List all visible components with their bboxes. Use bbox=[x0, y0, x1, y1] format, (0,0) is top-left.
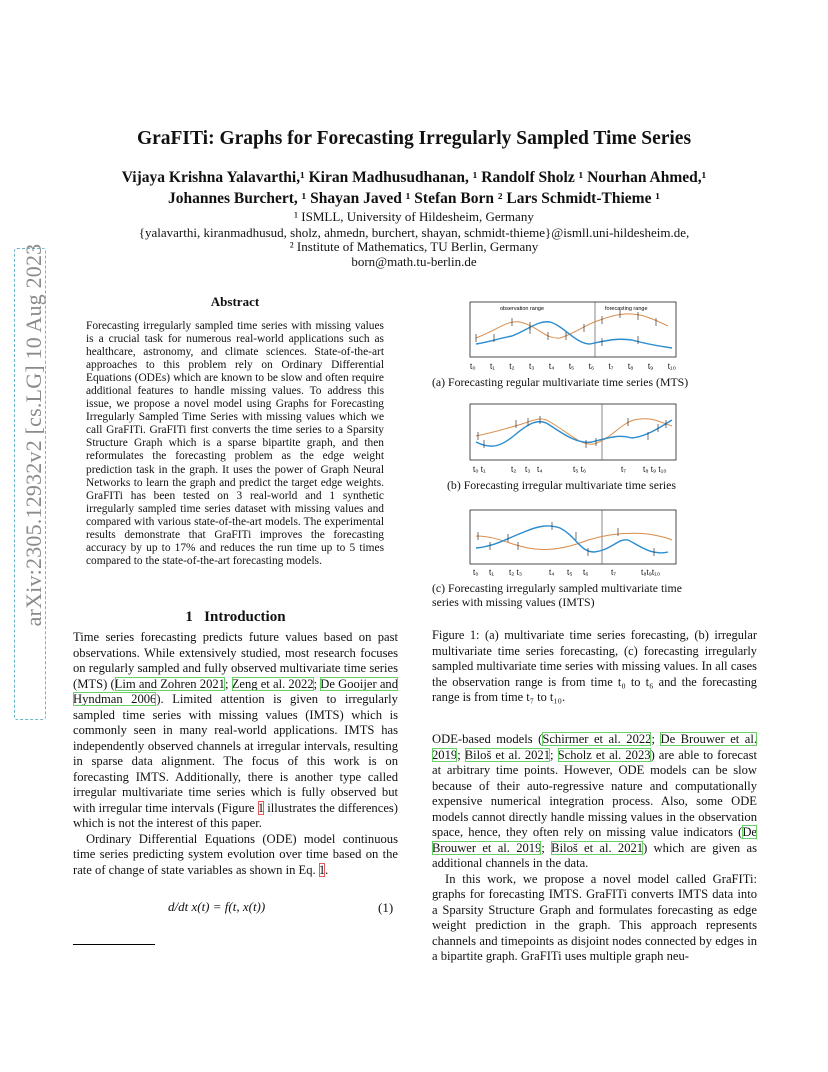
intro-paragraph-1 bbox=[73, 630, 398, 832]
section-number: 1 bbox=[185, 609, 193, 625]
citation-link[interactable]: Biloš et al. 2021 bbox=[551, 840, 644, 855]
affiliation-1: ¹ ISMLL, University of Hildesheim, Germany bbox=[294, 209, 534, 224]
equation-number: (1) bbox=[378, 900, 394, 915]
text-run: ; bbox=[313, 676, 321, 691]
citation-link[interactable]: Schirmer et al. 2022 bbox=[542, 732, 652, 746]
paper-title: GraFITi: Graphs for Forecasting Irregularly Sampled Time Series bbox=[136, 128, 692, 149]
figure-1c-ticks bbox=[473, 568, 677, 578]
text-run: ) which are given as additional channels in the data. bbox=[432, 840, 757, 870]
plot-frame bbox=[470, 404, 676, 460]
figure-1a-ticks bbox=[470, 362, 676, 371]
text-run: . bbox=[325, 862, 329, 877]
tick-label: t₁ bbox=[489, 362, 495, 371]
intro-paragraph-2 bbox=[73, 832, 398, 879]
tick-label: t₂ t₃ bbox=[509, 568, 523, 577]
fc-range-label: forecasting range bbox=[605, 306, 648, 312]
tick-label: t₅ t₆ bbox=[573, 465, 587, 474]
text-run: ODE-based models ( bbox=[432, 732, 543, 746]
series-orange bbox=[476, 314, 668, 338]
markers bbox=[476, 310, 656, 346]
text-run: Time series forecasting predicts future values based on past observations. While extensively studied, most research focuses on regularly sampled and fully observed multivariate time series (MTS) ( bbox=[73, 630, 398, 691]
tick-label: t₈ t₉ t₁₀ bbox=[643, 465, 667, 474]
figure-1b-caption: (b) Forecasting irregular multivariate time series bbox=[447, 478, 676, 492]
figure-1b-plot bbox=[468, 402, 678, 462]
citation-link[interactable]: Zeng et al. 2022 bbox=[231, 676, 314, 691]
figure-ref-link[interactable]: 1 bbox=[257, 800, 265, 815]
tick-label: t₂ bbox=[509, 362, 515, 371]
affiliation-2: ² Institute of Mathematics, TU Berlin, Germany bbox=[289, 239, 539, 254]
figure-1c-plot bbox=[468, 508, 678, 566]
tick-label: t₃ bbox=[529, 362, 535, 371]
tick-label: t₀ bbox=[470, 362, 476, 371]
tick-label: t₆ bbox=[583, 568, 589, 577]
series-blue bbox=[476, 322, 672, 348]
equation-ref-link[interactable]: 1 bbox=[318, 862, 326, 877]
right-paragraph-2: In this work, we propose a novel model called GraFITi: graphs for forecasting IMTS. GraFITi converts IMTS data into a Sparsity Structure Graph and formulates forecasting as edge weight prediction in the graph. This approach represents channels and timepoints as disjoint nodes connected by edges in a bipartite graph. GraFITi uses multiple graph neu- bbox=[432, 871, 757, 963]
section-heading-introduction bbox=[73, 609, 398, 626]
tick-label: t₀ t₁ bbox=[473, 465, 486, 474]
figure-1b-ticks bbox=[473, 465, 677, 475]
markers bbox=[478, 522, 654, 556]
citation-link[interactable]: Scholz et al. 2023 bbox=[557, 747, 651, 762]
section-title: Introduction bbox=[204, 609, 286, 625]
tick-label: t₃ bbox=[525, 465, 531, 474]
tick-label: t₁₀ bbox=[667, 362, 676, 371]
tick-label: t₅ bbox=[568, 362, 575, 371]
equation-1: d/dt x(t) = f(t, x(t)) bbox=[168, 899, 266, 914]
tick-label: t₄ bbox=[548, 362, 555, 371]
citation-link[interactable]: De Brouwer et al. 2019 bbox=[432, 825, 757, 855]
obs-range-label: observation range bbox=[500, 306, 545, 312]
emails-2: born@math.tu-berlin.de bbox=[351, 254, 477, 269]
citation-link[interactable]: Biloš et al. 2021 bbox=[464, 747, 551, 762]
plot-frame bbox=[470, 510, 676, 564]
tick-label: t₄ bbox=[537, 465, 543, 474]
citation-link[interactable]: De Gooijer and Hyndman 2006 bbox=[73, 676, 399, 706]
tick-label: t₅ bbox=[567, 568, 573, 577]
tick-label: t₈t₉t₁₀ bbox=[641, 568, 661, 577]
figure-1c-caption: (c) Forecasting irregularly sampled multivariate time series with missing values (IMTS) bbox=[432, 581, 682, 609]
authors-line-1: Vijaya Krishna Yalavarthi,¹ Kiran Madhusudhanan, ¹ Randolf Sholz ¹ Nourhan Ahmed,¹ bbox=[121, 169, 707, 186]
abstract-heading: Abstract bbox=[210, 294, 260, 309]
tick-label: t₈ bbox=[627, 362, 634, 371]
authors-line-2: Johannes Burchert, ¹ Shayan Javed ¹ Stefan Born ² Lars Schmidt-Thieme ¹ bbox=[168, 190, 660, 207]
right-paragraph-1: ODE-based models (Schirmer et al. 2022; De Brouwer et al. 2019; Biloš et al. 2021; Scholz et al. 2023) are able to forecast at arbitrary time points. However, ODE models can be slow because of their auto-regressive nature and computationally expensive numerical integration process. Also, some ODE models cannot directly handle missing values in the observation space, hence, they often rely on missing value indicators (De Brouwer et al. 2019; Biloš et al. 2021) which are given as additional channels in the data. bbox=[432, 732, 758, 870]
tick-label: t₇ bbox=[621, 465, 626, 474]
arxiv-identifier[interactable]: arXiv:2305.12932v2 [cs.LG] 10 Aug 2023 bbox=[21, 243, 46, 627]
tick-label: t₉ bbox=[647, 362, 654, 371]
tick-label: t₀ bbox=[473, 568, 479, 577]
text-run: ) are able to forecast at arbitrary time points. However, ODE models can be slow because of their auto-regressive nature and computationally expensive numerical integration process. Also, some ODE models cannot directly handle missing values in the observation space, hence, they often rely on missing value indicators ( bbox=[432, 747, 757, 839]
tick-label: t₇ bbox=[608, 362, 614, 371]
tick-label: t₂ bbox=[511, 465, 517, 474]
figure-1-caption: Figure 1: (a) multivariate time series forecasting, (b) irregular multivariate time series forecasting, (c) forecasting irregularly sampled multivariate time series with missing values. In all cases the observation range is from time t₀ to t₆ and the forecasting range is from time t₇ to t₁₀. bbox=[432, 628, 757, 704]
series-orange bbox=[476, 419, 672, 445]
tick-label: t₄ bbox=[549, 568, 555, 577]
text-run: ; bbox=[224, 676, 232, 691]
text-run: ). Limited attention is given to irregularly sampled time series with missing values (IMTS) which is commonly seen in many real-world applications. IMTS has independently observed channels at irregular intervals, resulting in sparse data alignment. The focus of this work is on forecasting IMTS. Additionally, there is another type called irregular multivariate time series which is fully observed but with irregular time intervals (Figure bbox=[73, 692, 398, 815]
tick-label: t₇ bbox=[611, 568, 616, 577]
text-run: illustrates the differences) which is not the interest of this paper. bbox=[73, 800, 399, 830]
figure-1a-caption: (a) Forecasting regular multivariate time series (MTS) bbox=[432, 375, 689, 389]
emails-1: {yalavarthi, kiranmadhusud, sholz, ahmedn, burchert, shayan, schmidt-thieme}@ismll.uni-hildesheim.de, bbox=[138, 225, 690, 240]
abstract-text: Forecasting irregularly sampled time series with missing values is a crucial task for numerous real-world applications such as healthcare, astronomy, and climate sciences. State-of-the-art approaches to this problem rely on Ordinary Differential Equations (ODEs) which are known to be slow and often require additional features to handle missing values. To address this issue, we propose a novel model using Graphs for Forecasting Irregularly Sampled Time Series with missing values which we call GraFITi. GraFITi first converts the time series to a Sparsity Structure Graph which is a sparse bipartite graph, and then reformulates the forecasting problem as the edge weight prediction task in the graph. It uses the power of Graph Neural Networks to learn the graph and predict the target edge weights. GraFITi has been tested on 3 real-world and 1 synthetic irregularly sampled time series dataset with missing values and compared with various state-of-the-art models. The experimental results demonstrate that GraFITi improves the forecasting accuracy by up to 17% and reduces the run time up to 5 times compared to the state-of-the-art forecasting models. bbox=[86, 320, 384, 567]
citation-link[interactable]: De Brouwer et al. 2019 bbox=[432, 732, 758, 762]
text-run: Ordinary Differential Equations (ODE) model continuous time series predicting system evolution over time based on the rate of change of state variables as shown in Eq. bbox=[73, 831, 398, 877]
markers bbox=[478, 416, 666, 448]
footnote-rule bbox=[73, 944, 155, 945]
intro-body bbox=[73, 630, 398, 878]
tick-label: t₆ bbox=[588, 362, 595, 371]
citation-link[interactable]: Lim and Zohren 2021 bbox=[114, 676, 225, 691]
figure-1c bbox=[468, 508, 678, 566]
figure-1b bbox=[468, 402, 678, 462]
tick-label: t₁ bbox=[489, 568, 494, 577]
series-blue bbox=[476, 420, 672, 446]
right-body bbox=[432, 732, 757, 965]
series-blue bbox=[476, 526, 668, 553]
